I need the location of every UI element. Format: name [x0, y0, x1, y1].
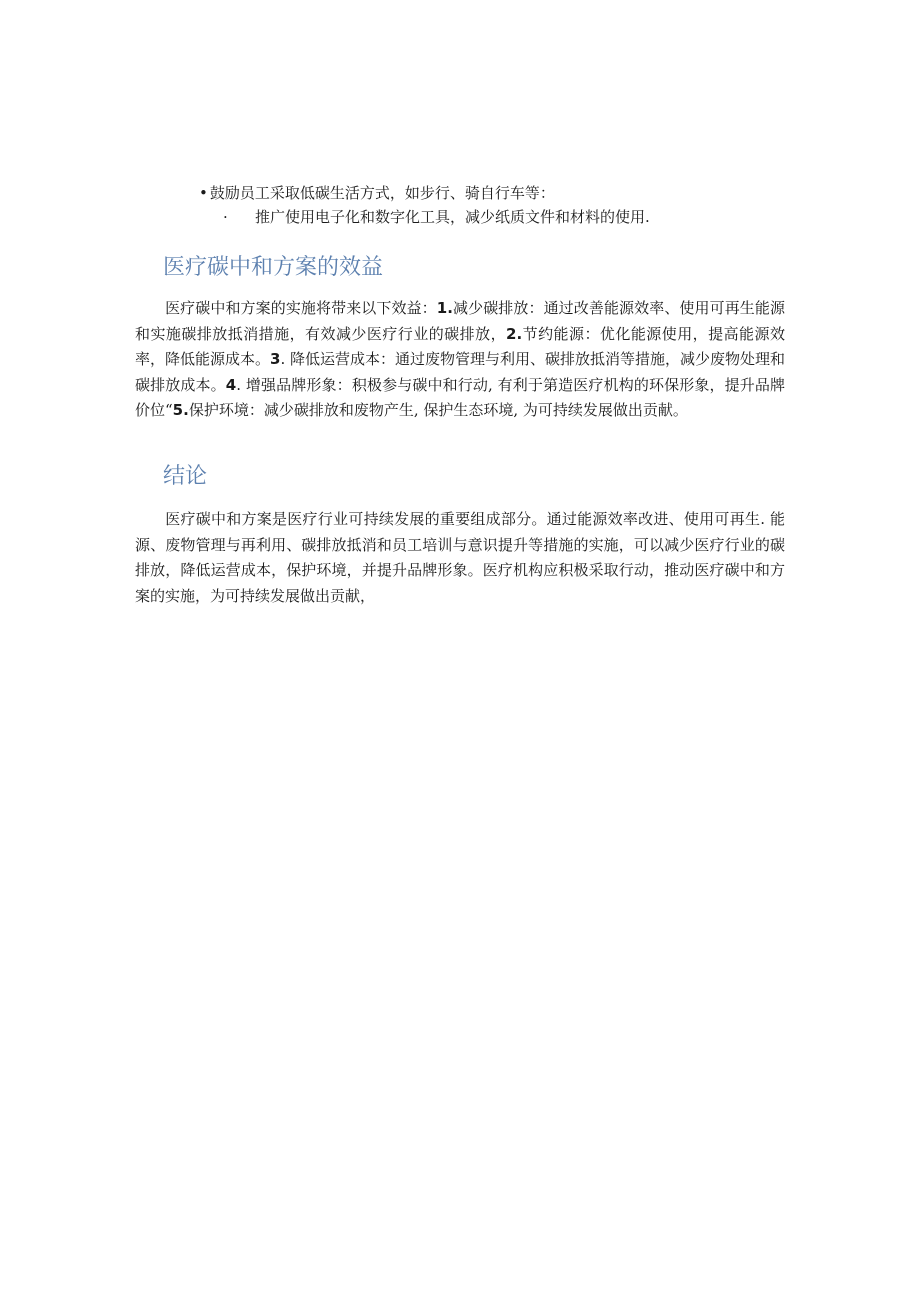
bullet-text: 鼓励员工采取低碳生活方式，如步行、骑自行车等：	[209, 184, 555, 202]
bullet-item	[199, 183, 555, 203]
sub-bullet-text: 推广使用电子化和数字化工具，减少纸质文件和材料的使用.	[255, 208, 650, 226]
bullet-mark: •	[199, 184, 208, 202]
benefit-text: 减少碳排放：通过改善能源效率、使用可再生能源和实施碳排放抵消措施，有效减少医疗行业的碳排放，	[135, 299, 785, 343]
benefit-text: 保护环境：减少碳排放和废物产生, 保护生态环境, 为可持续发展做出贡献。	[188, 401, 688, 419]
benefit-text: 节约能源：优化能源使用，提高能源效率，降低能源成本。	[135, 324, 785, 368]
benefit-text: . 降低运营成本：通过废物管理与利用、碳排放抵消等措施，减少废物处理和碳排放成本。	[135, 350, 785, 394]
benefit-number: 1.	[436, 299, 453, 317]
benefits-paragraph	[135, 296, 785, 424]
benefit-number: 4	[225, 375, 237, 394]
section-heading-benefits: 医疗碳中和方案的效益	[163, 255, 384, 280]
benefit-number: 2.	[506, 324, 523, 343]
sub-bullet-mark: ·	[223, 208, 228, 226]
benefit-number: 5.	[172, 401, 189, 419]
conclusion-text: 医疗碳中和方案是医疗行业可持续发展的重要组成部分。通过能源效率改进、使用可再生. 能源、废物管理与再利用、碳排放抵消和员工培训与意识提升等措施的实施，可以减少医疗行业的碳排放，降低运营成本，保护环境，并提升品牌形象。医疗机构应积极采取行动，推动医疗碳中和方案的实施，为可持续发展做出贡献，	[135, 510, 785, 605]
benefit-number: 3	[270, 350, 281, 368]
sub-bullet-item	[223, 207, 650, 227]
conclusion-paragraph	[135, 507, 785, 609]
benefits-intro: 医疗碳中和方案的实施将带来以下效益：	[165, 299, 437, 317]
section-heading-conclusion: 结论	[163, 464, 208, 489]
benefit-text: . 增强品牌形象：积极参与碳中和行动, 有利于第造医疗机构的环保形象，提升品牌价位“	[135, 375, 785, 419]
